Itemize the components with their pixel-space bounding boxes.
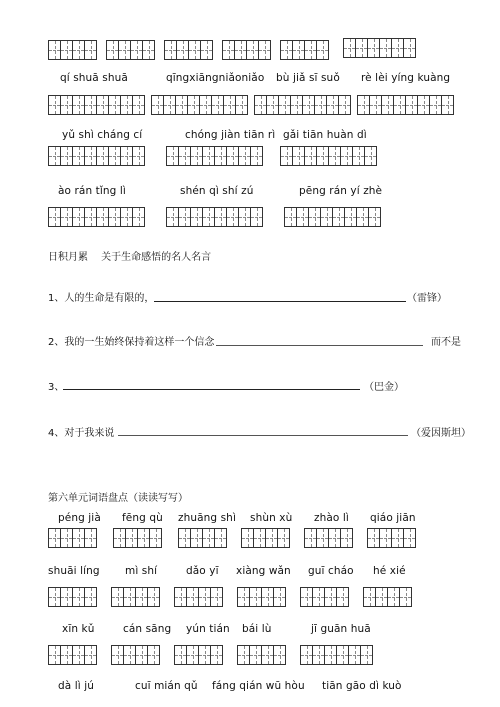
write-grid[interactable] [237, 645, 286, 665]
write-cell[interactable] [403, 528, 416, 548]
write-grid[interactable] [237, 587, 286, 607]
write-grid[interactable] [164, 40, 213, 60]
write-grid[interactable] [178, 528, 227, 548]
write-grid[interactable] [174, 587, 223, 607]
pinyin-label: mì shí [125, 565, 158, 577]
write-cell[interactable] [364, 146, 377, 166]
write-grid[interactable] [284, 207, 381, 227]
write-cell[interactable] [235, 95, 248, 115]
write-grid[interactable] [343, 38, 416, 58]
pinyin-label: cuī mián qǔ [135, 680, 198, 692]
pinyin-label: hé xié [373, 565, 406, 577]
write-cell[interactable] [316, 40, 329, 60]
pinyin-label: chóng jiàn tiān rì [185, 129, 276, 141]
write-cell[interactable] [142, 40, 155, 60]
pinyin-label: cán sāng [123, 623, 172, 635]
pinyin-label: shuāi líng [48, 565, 100, 577]
write-cell[interactable] [210, 645, 223, 665]
pinyin-label: bù jiǎ sī suǒ [276, 72, 340, 84]
write-grid[interactable] [166, 146, 263, 166]
quote-1-text: 1、人的生命是有限的， [48, 293, 155, 304]
write-cell[interactable] [147, 645, 160, 665]
write-cell[interactable] [403, 38, 416, 58]
write-grid[interactable] [241, 528, 290, 548]
write-cell[interactable] [84, 587, 97, 607]
write-grid[interactable] [280, 40, 329, 60]
quote-4-author: （爱因斯坦） [411, 428, 471, 439]
pinyin-label: zhào lì [314, 512, 349, 524]
write-grid[interactable] [254, 95, 351, 115]
pinyin-label: ào rán tǐng lì [58, 185, 126, 197]
quote-3-blank[interactable] [63, 389, 360, 390]
write-cell[interactable] [250, 146, 263, 166]
write-grid[interactable] [222, 40, 271, 60]
write-grid[interactable] [304, 528, 353, 548]
write-grid[interactable] [48, 207, 145, 227]
pinyin-label: jī guān huā [311, 623, 371, 635]
pinyin-label: xīn kǔ [62, 623, 95, 635]
quote-2-tail: 而不是 [431, 337, 461, 348]
pinyin-label: zhuāng shì [178, 512, 236, 524]
write-cell[interactable] [360, 645, 373, 665]
pinyin-label: xiàng wǎn [236, 565, 291, 577]
write-grid[interactable] [111, 587, 160, 607]
quote-1-author: （雷锋） [407, 293, 447, 304]
pinyin-label: guī cháo [308, 565, 354, 577]
write-grid[interactable] [166, 207, 263, 227]
write-cell[interactable] [84, 40, 97, 60]
write-grid[interactable] [300, 645, 373, 665]
pinyin-label: shén qì shí zú [180, 185, 254, 197]
write-cell[interactable] [132, 95, 145, 115]
write-cell[interactable] [336, 587, 349, 607]
pinyin-label: dà lì jú [58, 680, 94, 692]
write-grid[interactable] [48, 645, 97, 665]
write-cell[interactable] [258, 40, 271, 60]
pinyin-label: fáng qián wū hòu [212, 680, 305, 692]
write-grid[interactable] [48, 587, 97, 607]
pinyin-label: fēng qù [122, 512, 163, 524]
write-grid[interactable] [363, 587, 412, 607]
write-cell[interactable] [277, 528, 290, 548]
section-heading-quotes: 日积月累 关于生命感悟的名人名言 [48, 252, 212, 263]
write-cell[interactable] [149, 528, 162, 548]
write-grid[interactable] [367, 528, 416, 548]
write-cell[interactable] [273, 587, 286, 607]
write-grid[interactable] [48, 40, 97, 60]
pinyin-label: yǔ shì cháng cí [62, 129, 143, 141]
write-cell[interactable] [84, 645, 97, 665]
pinyin-label: bái lù [242, 623, 272, 635]
quote-4-blank[interactable] [118, 435, 408, 436]
write-grid[interactable] [48, 146, 145, 166]
pinyin-label: rè lèi yíng kuàng [361, 72, 451, 84]
pinyin-label: yún tián [186, 623, 230, 635]
write-cell[interactable] [273, 645, 286, 665]
write-grid[interactable] [106, 40, 155, 60]
write-cell[interactable] [147, 587, 160, 607]
write-cell[interactable] [250, 207, 263, 227]
quote-2-blank[interactable] [216, 345, 423, 346]
write-cell[interactable] [368, 207, 381, 227]
pinyin-label: gǎi tiān huàn dì [283, 129, 367, 141]
pinyin-label: shùn xù [250, 512, 293, 524]
quote-3-author: （巴金） [364, 382, 404, 393]
quote-2-text: 2、我的一生始终保持着这样一个信念 [48, 337, 215, 348]
write-grid[interactable] [357, 95, 454, 115]
write-grid[interactable] [48, 95, 145, 115]
pinyin-label: tiān gāo dì kuò [322, 680, 402, 692]
write-cell[interactable] [214, 528, 227, 548]
write-grid[interactable] [113, 528, 162, 548]
pinyin-label: dǎo yī [186, 565, 219, 577]
write-cell[interactable] [340, 528, 353, 548]
write-grid[interactable] [111, 645, 160, 665]
quote-3-text: 3、 [48, 382, 65, 393]
write-cell[interactable] [210, 587, 223, 607]
write-grid[interactable] [300, 587, 349, 607]
write-cell[interactable] [132, 207, 145, 227]
write-grid[interactable] [48, 528, 97, 548]
quote-1-blank[interactable] [154, 301, 406, 302]
quote-4-text: 4、对于我来说 [48, 428, 115, 439]
write-cell[interactable] [441, 95, 454, 115]
pinyin-label: péng jià [58, 512, 101, 524]
pinyin-label: qí shuā shuā [60, 72, 128, 84]
write-grid[interactable] [151, 95, 248, 115]
write-grid[interactable] [280, 146, 377, 166]
write-cell[interactable] [200, 40, 213, 60]
write-cell[interactable] [84, 528, 97, 548]
section-heading-unit6: 第六单元词语盘点（读读写写） [48, 493, 188, 504]
pinyin-label: qīngxiāngniǎoniǎo [166, 72, 265, 84]
write-cell[interactable] [399, 587, 412, 607]
write-grid[interactable] [174, 645, 223, 665]
write-cell[interactable] [338, 95, 351, 115]
pinyin-label: pēng rán yí zhè [299, 185, 383, 197]
pinyin-label: qiáo jiān [370, 512, 416, 524]
write-cell[interactable] [132, 146, 145, 166]
